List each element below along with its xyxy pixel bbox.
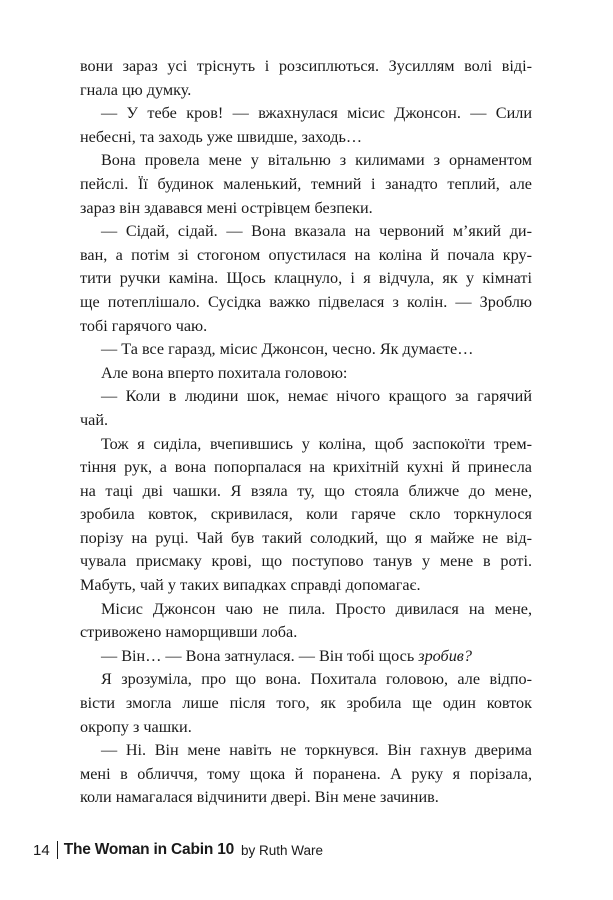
book-title: The Woman in Cabin 10	[63, 841, 235, 858]
text-line-content: небесні, та заходь уже швидше, заходь…	[80, 127, 363, 146]
text-line-content: Але вона вперто похитала головою:	[101, 363, 348, 382]
page-number: 14	[33, 841, 50, 859]
text-line-content: тобі гарячого чаю.	[80, 316, 208, 335]
text-line	[80, 739, 532, 763]
text-line-content: окропу з чашки.	[80, 717, 192, 736]
text-line-content: зараз він здавався мені острівцем безпеки.	[80, 198, 373, 217]
italic-emphasis: зробив?	[418, 646, 472, 665]
text-line	[80, 244, 532, 268]
text-line	[80, 527, 532, 551]
text-line	[80, 503, 532, 527]
text-line-content: гнала цю думку.	[80, 80, 192, 99]
text-line-content: — Сідай, сідай. — Вона вказала на червоний м’який ди-	[101, 222, 532, 241]
text-line	[80, 149, 532, 173]
text-line-content: — Він… — Вона затнулася. — Він тобі щось	[101, 646, 419, 665]
text-line-content: вісти змогла лише після того, як зробила ще один ковток	[80, 694, 532, 713]
text-line-content: — Ні. Він мене навіть не торкнувся. Він гахнув дверима	[101, 741, 532, 760]
text-line-content: Місис Джонсон чаю не пила. Просто дивилася на мене,	[101, 599, 532, 618]
text-line-content: — Та все гаразд, місис Джонсон, чесно. Як думаєте…	[101, 340, 474, 359]
text-line	[80, 668, 532, 692]
text-line	[80, 716, 532, 740]
page-footer	[33, 838, 323, 862]
text-line	[80, 79, 532, 103]
text-line-content: Тож я сиділа, вчепившись у коліна, щоб заспокоїти трем-	[101, 434, 532, 453]
text-line-content: Мабуть, чай у таких випадках справді допомагає.	[80, 576, 421, 595]
text-line-content: Вона провела мене у вітальню з килимами з орнаментом	[101, 151, 532, 170]
body-text	[80, 55, 532, 810]
text-line	[80, 220, 532, 244]
text-line	[80, 267, 532, 291]
text-line-content: чай.	[80, 410, 109, 429]
text-line	[80, 763, 532, 787]
text-line	[80, 315, 532, 339]
text-line-content: коли намагалася відчинити двері. Він мене зачинив.	[80, 788, 439, 807]
text-line	[80, 621, 532, 645]
footer-divider	[57, 841, 58, 859]
text-line	[80, 409, 532, 433]
text-line	[80, 362, 532, 386]
text-line-content: тіння рук, а вона попорпалася на крихітній кухні й принесла	[80, 458, 532, 477]
text-line	[80, 645, 532, 669]
text-line	[80, 480, 532, 504]
text-line-content: ван, а потім зі стогоном опустилася на коліна й почала кру-	[80, 245, 532, 264]
text-line-content: стривожено наморщивши лоба.	[80, 623, 298, 642]
text-line	[80, 173, 532, 197]
text-line-content: чувала присмаку крові, що поступово танув у мене в роті.	[80, 552, 532, 571]
text-line	[80, 338, 532, 362]
text-line-content: порізу на руці. Чай був такий солодкий, що я майже не від-	[80, 528, 532, 547]
text-line-content: тити ручки каміна. Щось клацнуло, і я відчула, як у кімнаті	[80, 269, 532, 288]
text-line-content: Я зрозуміла, про що вона. Похитала головою, але відпо-	[101, 670, 532, 689]
text-line	[80, 550, 532, 574]
text-line	[80, 126, 532, 150]
text-line-content: вони зараз усі тріснуть і розсиплються. Зусиллям волі віді-	[80, 57, 532, 75]
text-line	[80, 692, 532, 716]
text-line	[80, 456, 532, 480]
text-line-content: пейслі. Її будинок маленький, темний і занадто теплий, але	[80, 174, 532, 193]
text-line	[80, 55, 532, 79]
text-line	[80, 291, 532, 315]
text-line-content: — У тебе кров! — вжахнулася місис Джонсон. — Сили	[101, 104, 532, 123]
text-line	[80, 102, 532, 126]
book-author: by Ruth Ware	[241, 842, 324, 858]
text-line	[80, 574, 532, 598]
text-line-content: зробила ковток, скривилася, коли гаряче скло торкнулося	[80, 505, 532, 524]
text-line-content: мені в обличчя, тому щока й поранена. А руку я порізала,	[80, 764, 532, 783]
text-line	[80, 197, 532, 221]
text-line-content: — Коли в людини шок, немає нічого кращого за гарячий	[101, 387, 532, 406]
text-line-content: ще потеплішало. Сусідка важко підвелася з колін. — Зроблю	[80, 292, 532, 311]
text-line-content: на таці дві чашки. Я взяла ту, що стояла ближче до мене,	[80, 481, 532, 500]
text-line	[80, 786, 532, 810]
text-line	[80, 385, 532, 409]
text-line	[80, 433, 532, 457]
text-line	[80, 598, 532, 622]
